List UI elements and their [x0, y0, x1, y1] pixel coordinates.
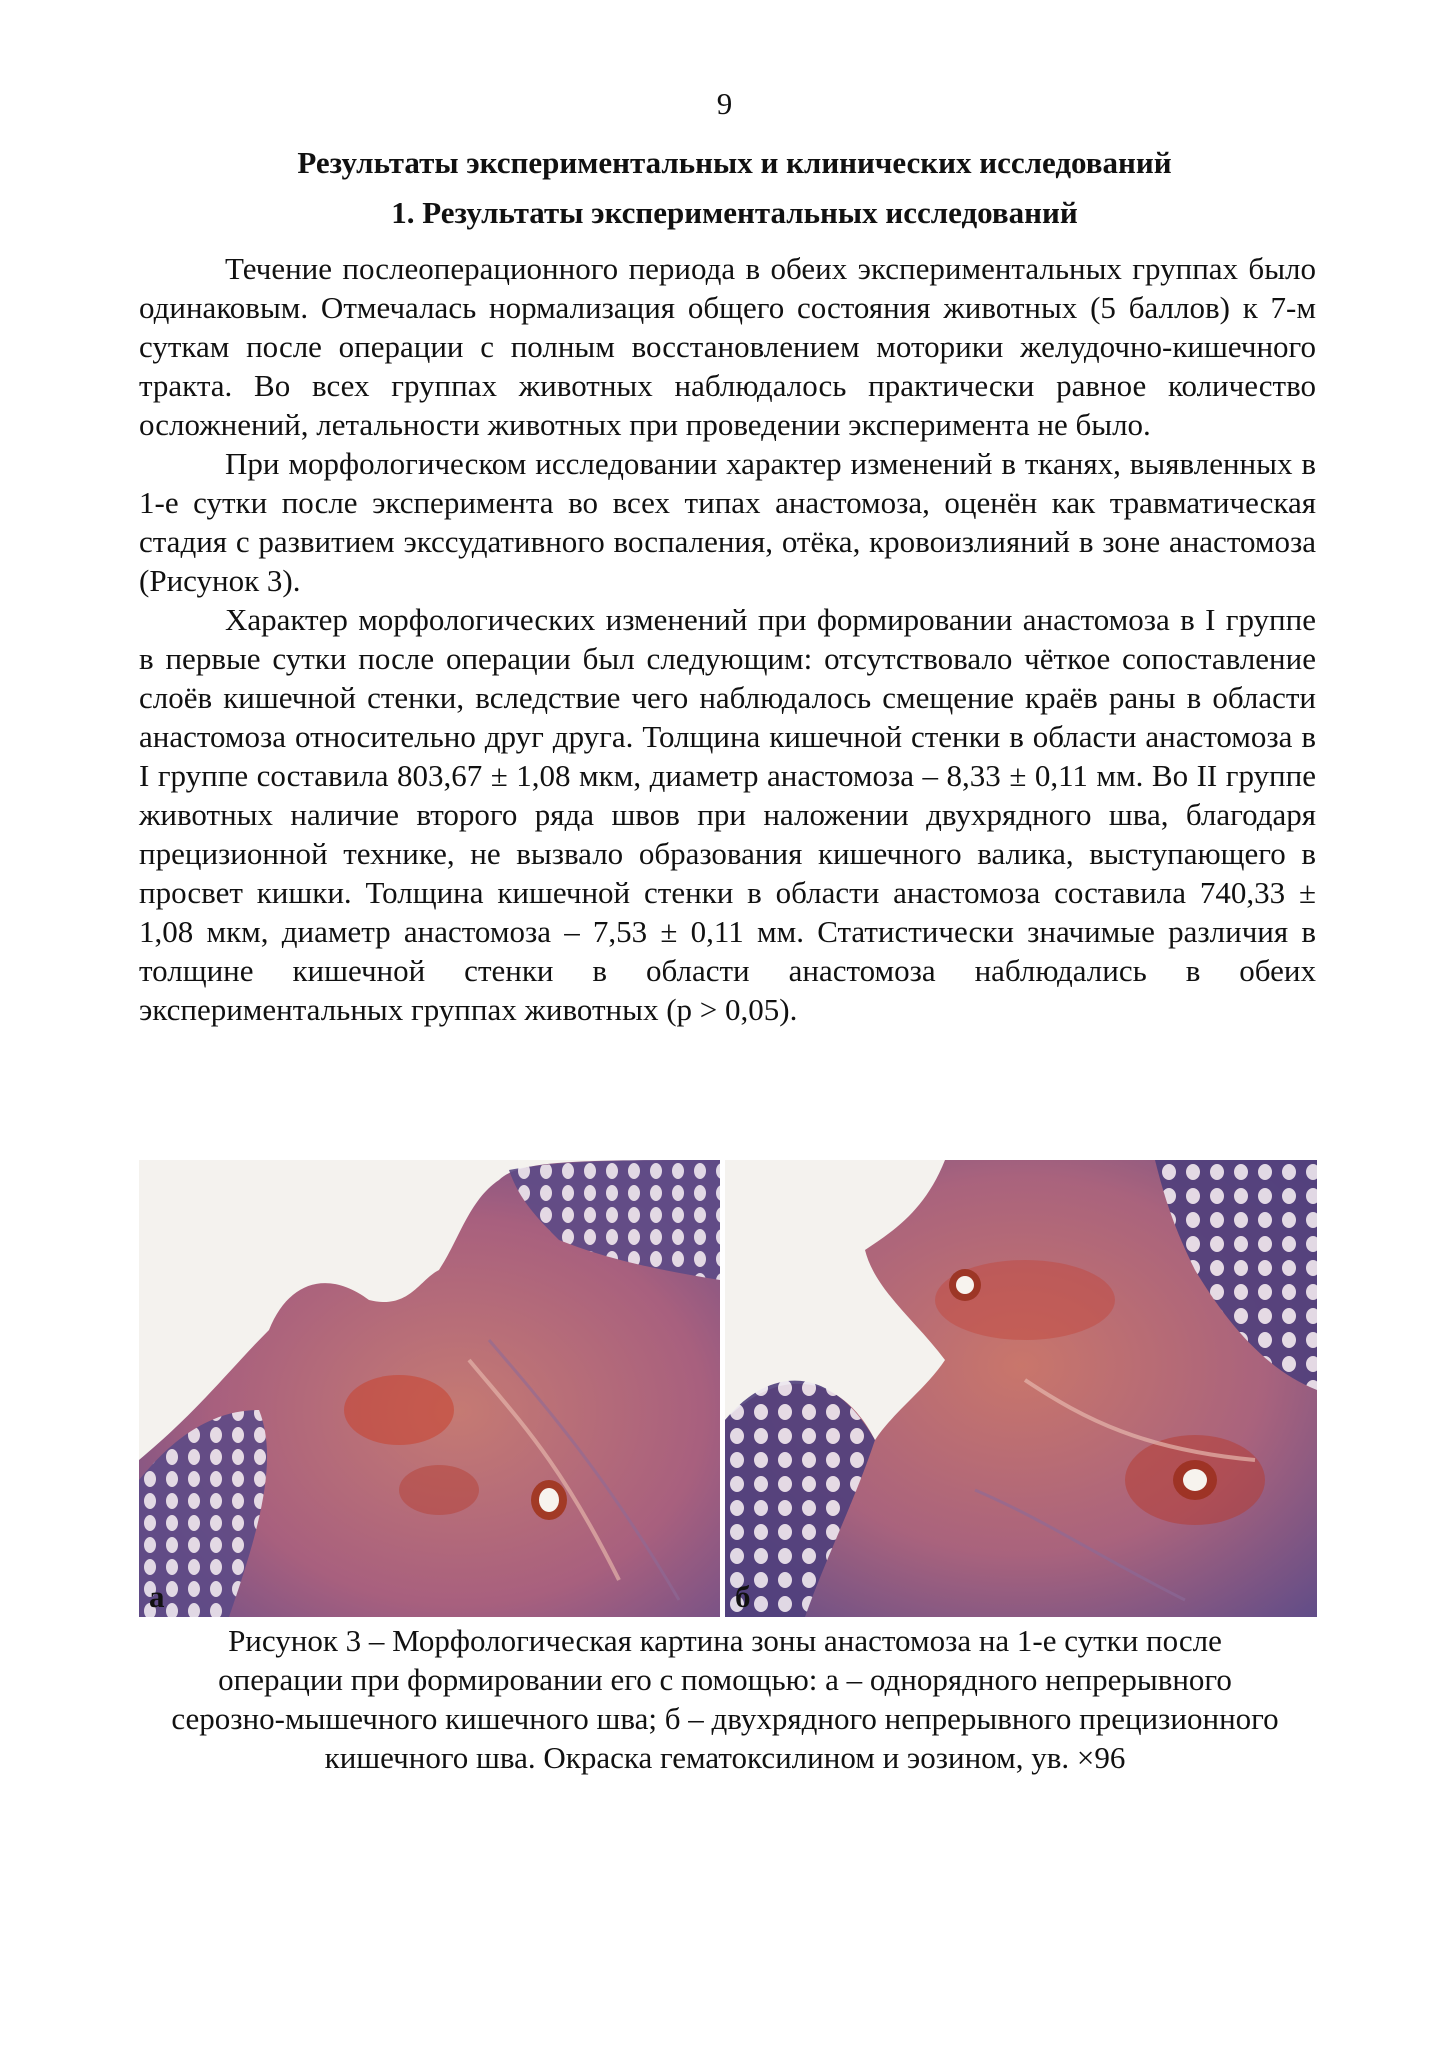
figure-caption: Рисунок 3 – Морфологическая картина зоны анастомоза на 1-е сутки после операции при формировании его с помощью: а – однорядного непрерывного серозно-мышечного кишечного шва; б – двухрядного непрерывного прецизионного кишечного шва. Окраска гематоксилином и эозином, ув. ×96: [171, 1623, 1279, 1775]
panel-b-label: б: [735, 1579, 751, 1614]
micrograph-panel-b: [725, 1160, 1317, 1617]
micrograph-a-image: [139, 1160, 720, 1617]
body-text: [139, 249, 1316, 1029]
panel-a-label: а: [149, 1579, 165, 1614]
paragraph-1: Течение послеоперационного периода в обеих экспериментальных группах было одинаковым. Отмечалась нормализация общего состояния животных (5 баллов) к 7-м суткам после операции с полным восстановлением моторики желудочно-кишечного тракта. Во всех группах животных наблюдалось практически равное количество осложнений, летальности животных при проведении эксперимента не было.: [139, 251, 1316, 442]
figure-3: [139, 1160, 1317, 1617]
paragraph-2: При морфологическом исследовании характер изменений в тканях, выявленных в 1-е сутки после эксперимента во всех типах анастомоза, оценён как травматическая стадия с развитием экссудативного воспаления, отёка, кровоизлияний в зоне анастомоза (Рисунок 3).: [139, 446, 1316, 598]
paragraph-3: Характер морфологических изменений при формировании анастомоза в I группе в первые сутки после операции был следующим: отсутствовало чёткое сопоставление слоёв кишечной стенки, вследствие чего наблюдалось смещение краёв раны в области анастомоза относительно друг друга. Толщина кишечной стенки в области анастомоза в I группе составила 803,67 ± 1,08 мкм, диаметр анастомоза – 8,33 ± 0,11 мм. Во II группе животных наличие второго ряда швов при наложении двухрядного шва, благодаря прецизионной технике, не вызвало образования кишечного валика, выступающего в просвет кишки. Толщина кишечной стенки в области анастомоза составила 740,33 ± 1,08 мкм, диаметр анастомоза – 7,53 ± 0,11 мм. Статистически значимые различия в толщине кишечной стенки в области анастомоза наблюдались в обеих экспериментальных группах животных (p > 0,05).: [139, 602, 1316, 1027]
section-heading: Результаты экспериментальных и клинических исследований: [297, 145, 1172, 180]
page-number: 9: [716, 86, 733, 121]
subsection-heading: 1. Результаты экспериментальных исследований: [391, 195, 1078, 230]
micrograph-b-image: [725, 1160, 1317, 1617]
micrograph-panel-a: [139, 1160, 720, 1617]
